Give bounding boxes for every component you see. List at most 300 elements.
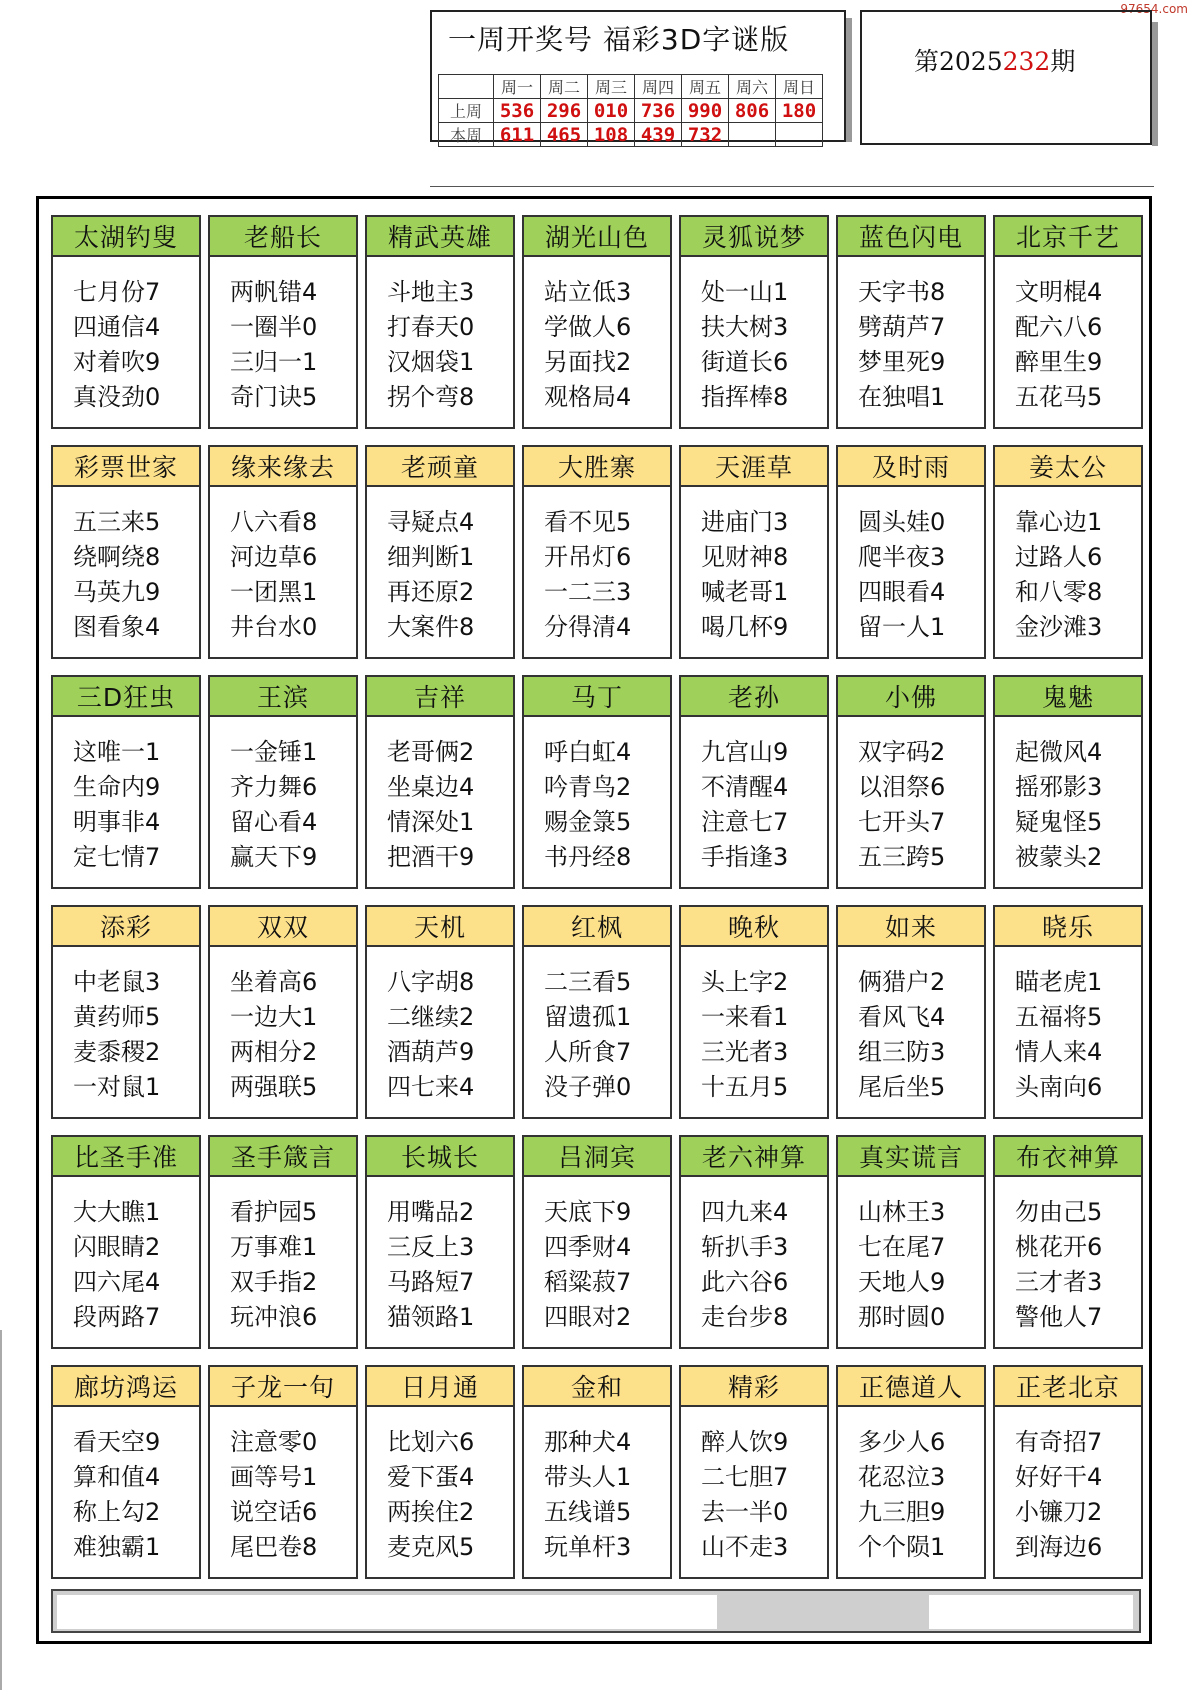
card-title: 缘来缘去 bbox=[210, 447, 356, 487]
riddle-line: 和八零8 bbox=[1015, 578, 1103, 606]
card-title: 金和 bbox=[524, 1367, 670, 1407]
riddle-line: 明事非4 bbox=[73, 808, 161, 836]
riddle-line: 图看象4 bbox=[73, 613, 161, 641]
riddle-card bbox=[993, 1365, 1143, 1579]
card-title: 真实谎言 bbox=[838, 1137, 984, 1177]
card-body bbox=[367, 717, 513, 875]
card-body bbox=[995, 257, 1141, 415]
riddle-line: 醉人饮9 bbox=[701, 1428, 789, 1456]
riddle-line: 细判断1 bbox=[387, 543, 475, 571]
card-title: 蓝色闪电 bbox=[838, 217, 984, 257]
draw-number: 465 bbox=[541, 123, 588, 147]
card-body bbox=[524, 717, 670, 875]
card-body bbox=[53, 947, 199, 1105]
riddle-line: 五三跨5 bbox=[858, 843, 946, 871]
riddle-card bbox=[365, 445, 515, 659]
riddle-line: 五线谱5 bbox=[544, 1498, 632, 1526]
riddle-line: 中老鼠3 bbox=[73, 968, 161, 996]
riddle-line: 用嘴品2 bbox=[387, 1198, 475, 1226]
riddle-line: 比划六6 bbox=[387, 1428, 475, 1456]
riddle-card bbox=[522, 1365, 672, 1579]
riddle-line: 留一人1 bbox=[858, 613, 946, 641]
card-body bbox=[367, 1177, 513, 1335]
card-title: 晓乐 bbox=[995, 907, 1141, 947]
card-title: 太湖钓叟 bbox=[53, 217, 199, 257]
riddle-line: 人所食7 bbox=[544, 1038, 632, 1066]
issue-prefix: 第2025 bbox=[914, 47, 1003, 76]
riddle-line: 呼白虹4 bbox=[544, 738, 632, 766]
riddle-line: 三才者3 bbox=[1015, 1268, 1103, 1296]
riddle-line: 大案件8 bbox=[387, 613, 475, 641]
card-body bbox=[995, 947, 1141, 1105]
day-header: 周四 bbox=[635, 75, 682, 99]
riddle-line: 情深处1 bbox=[387, 808, 475, 836]
riddle-card bbox=[836, 445, 986, 659]
riddle-line: 说空话6 bbox=[230, 1498, 318, 1526]
riddle-card bbox=[836, 215, 986, 429]
riddle-line: 疑鬼怪5 bbox=[1015, 808, 1103, 836]
card-title: 红枫 bbox=[524, 907, 670, 947]
riddle-line: 难独霸1 bbox=[73, 1533, 161, 1561]
card-body bbox=[524, 487, 670, 645]
riddle-card bbox=[679, 445, 829, 659]
card-title: 如来 bbox=[838, 907, 984, 947]
riddle-line: 拐个弯8 bbox=[387, 383, 475, 411]
weekly-draw-box bbox=[430, 10, 846, 146]
card-body bbox=[681, 487, 827, 645]
riddle-card bbox=[51, 445, 201, 659]
riddle-line: 这唯一1 bbox=[73, 738, 161, 766]
riddle-line: 去一半0 bbox=[701, 1498, 789, 1526]
box-shadow bbox=[846, 18, 852, 142]
riddle-card bbox=[993, 675, 1143, 889]
issue-number bbox=[914, 42, 1075, 78]
card-title: 吉祥 bbox=[367, 677, 513, 717]
riddle-card bbox=[208, 1135, 358, 1349]
card-body bbox=[681, 257, 827, 415]
riddle-line: 个个陨1 bbox=[858, 1533, 946, 1561]
riddle-card bbox=[51, 675, 201, 889]
card-title: 彩票世家 bbox=[53, 447, 199, 487]
riddle-line: 注意零0 bbox=[230, 1428, 318, 1456]
card-title: 三D狂虫 bbox=[53, 677, 199, 717]
card-title: 精彩 bbox=[681, 1367, 827, 1407]
riddle-line: 七在尾7 bbox=[858, 1233, 946, 1261]
riddle-line: 四六尾4 bbox=[73, 1268, 161, 1296]
card-title: 晚秋 bbox=[681, 907, 827, 947]
riddle-line: 一边大1 bbox=[230, 1003, 318, 1031]
riddle-line: 九三胆9 bbox=[858, 1498, 946, 1526]
card-title: 廊坊鸿运 bbox=[53, 1367, 199, 1407]
riddle-line: 汉烟袋1 bbox=[387, 348, 475, 376]
riddle-line: 指挥棒8 bbox=[701, 383, 789, 411]
card-body bbox=[524, 1177, 670, 1335]
riddle-line: 算和值4 bbox=[73, 1463, 161, 1491]
card-body bbox=[53, 487, 199, 645]
riddle-line: 一来看1 bbox=[701, 1003, 789, 1031]
riddle-line: 大大瞧1 bbox=[73, 1198, 161, 1226]
riddle-line: 天字书8 bbox=[858, 278, 946, 306]
riddle-line: 被蒙头2 bbox=[1015, 843, 1103, 871]
riddle-line: 文明棍4 bbox=[1015, 278, 1103, 306]
issue-suffix: 期 bbox=[1050, 47, 1076, 76]
card-body bbox=[681, 947, 827, 1105]
riddle-line: 齐力舞6 bbox=[230, 773, 318, 801]
day-header: 周六 bbox=[729, 75, 776, 99]
riddle-line: 一圈半0 bbox=[230, 313, 318, 341]
riddle-line: 七月份7 bbox=[73, 278, 161, 306]
riddle-line: 勿由己5 bbox=[1015, 1198, 1103, 1226]
riddle-line: 老哥俩2 bbox=[387, 738, 475, 766]
riddle-line: 没子弹0 bbox=[544, 1073, 632, 1101]
card-body bbox=[367, 487, 513, 645]
draw-number: 736 bbox=[635, 99, 682, 123]
card-body bbox=[210, 1407, 356, 1565]
riddle-line: 打春天0 bbox=[387, 313, 475, 341]
riddle-card bbox=[51, 215, 201, 429]
card-body bbox=[210, 1177, 356, 1335]
riddle-line: 玩冲浪6 bbox=[230, 1303, 318, 1331]
riddle-line: 井台水0 bbox=[230, 613, 318, 641]
riddle-card bbox=[51, 1135, 201, 1349]
card-title: 子龙一句 bbox=[210, 1367, 356, 1407]
riddle-line: 猫领路1 bbox=[387, 1303, 475, 1331]
riddle-line: 扶大树3 bbox=[701, 313, 789, 341]
riddle-line: 分得清4 bbox=[544, 613, 632, 641]
card-title: 老顽童 bbox=[367, 447, 513, 487]
riddle-line: 万事难1 bbox=[230, 1233, 318, 1261]
riddle-line: 梦里死9 bbox=[858, 348, 946, 376]
riddle-card bbox=[51, 905, 201, 1119]
draw-number: 010 bbox=[588, 99, 635, 123]
riddle-line: 看护园5 bbox=[230, 1198, 318, 1226]
riddle-line: 双手指2 bbox=[230, 1268, 318, 1296]
footer-bar bbox=[51, 1589, 1141, 1633]
riddle-card bbox=[993, 1135, 1143, 1349]
riddle-line: 八字胡8 bbox=[387, 968, 475, 996]
box-shadow bbox=[1152, 22, 1158, 146]
riddle-line: 好好干4 bbox=[1015, 1463, 1103, 1491]
riddle-line: 马英九9 bbox=[73, 578, 161, 606]
riddle-card bbox=[365, 1365, 515, 1579]
riddle-card bbox=[993, 215, 1143, 429]
riddle-line: 四九来4 bbox=[701, 1198, 789, 1226]
card-body bbox=[210, 947, 356, 1105]
card-body bbox=[524, 947, 670, 1105]
riddle-line: 情人来4 bbox=[1015, 1038, 1103, 1066]
riddle-card bbox=[522, 445, 672, 659]
draw-number bbox=[729, 123, 776, 147]
riddle-line: 警他人7 bbox=[1015, 1303, 1103, 1331]
riddle-line: 生命内9 bbox=[73, 773, 161, 801]
draw-number: 611 bbox=[494, 123, 541, 147]
riddle-line: 留心看4 bbox=[230, 808, 318, 836]
card-title: 圣手箴言 bbox=[210, 1137, 356, 1177]
last-week-label: 上周 bbox=[439, 99, 494, 123]
card-body bbox=[367, 947, 513, 1105]
riddle-line: 五福将5 bbox=[1015, 1003, 1103, 1031]
draw-number: 806 bbox=[729, 99, 776, 123]
card-body bbox=[838, 487, 984, 645]
card-title: 及时雨 bbox=[838, 447, 984, 487]
card-title: 正老北京 bbox=[995, 1367, 1141, 1407]
riddle-line: 开吊灯6 bbox=[544, 543, 632, 571]
card-title: 马丁 bbox=[524, 677, 670, 717]
riddle-grid bbox=[51, 215, 1149, 1579]
card-title: 姜太公 bbox=[995, 447, 1141, 487]
riddle-line: 圆头娃0 bbox=[858, 508, 946, 536]
riddle-line: 到海边6 bbox=[1015, 1533, 1103, 1561]
riddle-line: 过路人6 bbox=[1015, 543, 1103, 571]
card-title: 王滨 bbox=[210, 677, 356, 717]
riddle-card bbox=[836, 1135, 986, 1349]
riddle-line: 四眼对2 bbox=[544, 1303, 632, 1331]
card-title: 湖光山色 bbox=[524, 217, 670, 257]
card-body bbox=[681, 717, 827, 875]
riddle-card bbox=[679, 215, 829, 429]
riddle-line: 摇邪影3 bbox=[1015, 773, 1103, 801]
card-title: 鬼魅 bbox=[995, 677, 1141, 717]
riddle-line: 看不见5 bbox=[544, 508, 632, 536]
riddle-line: 奇门诀5 bbox=[230, 383, 318, 411]
riddle-card bbox=[208, 215, 358, 429]
card-body bbox=[995, 1177, 1141, 1335]
riddle-line: 起微风4 bbox=[1015, 738, 1103, 766]
riddle-line: 三光者3 bbox=[701, 1038, 789, 1066]
riddle-card bbox=[51, 1365, 201, 1579]
draw-number bbox=[776, 123, 823, 147]
riddle-line: 不清醒4 bbox=[701, 773, 789, 801]
riddle-line: 看天空9 bbox=[73, 1428, 161, 1456]
riddle-line: 马路短7 bbox=[387, 1268, 475, 1296]
riddle-line: 有奇招7 bbox=[1015, 1428, 1103, 1456]
riddle-card bbox=[836, 1365, 986, 1579]
riddle-line: 金沙滩3 bbox=[1015, 613, 1103, 641]
draw-number: 180 bbox=[776, 99, 823, 123]
issue-code: 232 bbox=[1002, 47, 1051, 76]
riddle-line: 四通信4 bbox=[73, 313, 161, 341]
riddle-card bbox=[208, 905, 358, 1119]
riddle-line: 九宫山9 bbox=[701, 738, 789, 766]
footer-blank-right bbox=[929, 1595, 1133, 1629]
riddle-line: 闪眼睛2 bbox=[73, 1233, 161, 1261]
header-title: 一周开奖号 福彩3D字谜版 bbox=[448, 23, 790, 56]
riddle-card bbox=[993, 905, 1143, 1119]
card-title: 吕洞宾 bbox=[524, 1137, 670, 1177]
draw-number: 108 bbox=[588, 123, 635, 147]
riddle-line: 坐桌边4 bbox=[387, 773, 475, 801]
this-week-row bbox=[439, 123, 823, 147]
riddle-card bbox=[679, 675, 829, 889]
riddle-card bbox=[679, 905, 829, 1119]
riddle-line: 山不走3 bbox=[701, 1533, 789, 1561]
card-body bbox=[210, 257, 356, 415]
card-title: 老船长 bbox=[210, 217, 356, 257]
card-title: 精武英雄 bbox=[367, 217, 513, 257]
riddle-line: 四眼看4 bbox=[858, 578, 946, 606]
riddle-line: 小镰刀2 bbox=[1015, 1498, 1103, 1526]
riddle-line: 十五月5 bbox=[701, 1073, 789, 1101]
riddle-line: 尾后坐5 bbox=[858, 1073, 946, 1101]
riddle-line: 把酒干9 bbox=[387, 843, 475, 871]
card-title: 双双 bbox=[210, 907, 356, 947]
riddle-line: 赢天下9 bbox=[230, 843, 318, 871]
riddle-line: 称上勾2 bbox=[73, 1498, 161, 1526]
riddle-line: 四季财4 bbox=[544, 1233, 632, 1261]
riddle-card bbox=[522, 675, 672, 889]
riddle-card bbox=[522, 1135, 672, 1349]
card-title: 天机 bbox=[367, 907, 513, 947]
card-title: 灵狐说梦 bbox=[681, 217, 827, 257]
riddle-line: 一金锤1 bbox=[230, 738, 318, 766]
card-title: 老六神算 bbox=[681, 1137, 827, 1177]
card-body bbox=[524, 257, 670, 415]
riddle-line: 七开头7 bbox=[858, 808, 946, 836]
riddle-line: 劈葫芦7 bbox=[858, 313, 946, 341]
card-body bbox=[53, 257, 199, 415]
card-body bbox=[838, 947, 984, 1105]
riddle-line: 一对鼠1 bbox=[73, 1073, 161, 1101]
riddle-line: 二七胆7 bbox=[701, 1463, 789, 1491]
riddle-line: 两帆错4 bbox=[230, 278, 318, 306]
card-title: 长城长 bbox=[367, 1137, 513, 1177]
card-body bbox=[838, 257, 984, 415]
issue-box bbox=[860, 10, 1152, 145]
riddle-line: 麦克风5 bbox=[387, 1533, 475, 1561]
riddle-line: 花忍泣3 bbox=[858, 1463, 946, 1491]
riddle-line: 玩单杆3 bbox=[544, 1533, 632, 1561]
riddle-line: 二继续2 bbox=[387, 1003, 475, 1031]
card-body bbox=[838, 717, 984, 875]
divider bbox=[430, 186, 1154, 187]
day-header: 周日 bbox=[776, 75, 823, 99]
riddle-line: 五花马5 bbox=[1015, 383, 1103, 411]
riddle-card bbox=[208, 1365, 358, 1579]
riddle-line: 二三看5 bbox=[544, 968, 632, 996]
riddle-line: 此六谷6 bbox=[701, 1268, 789, 1296]
riddle-line: 手指逢3 bbox=[701, 843, 789, 871]
riddle-line: 尾巴卷8 bbox=[230, 1533, 318, 1561]
riddle-line: 头上字2 bbox=[701, 968, 789, 996]
riddle-line: 真没劲0 bbox=[73, 383, 161, 411]
riddle-line: 学做人6 bbox=[544, 313, 632, 341]
riddle-line: 八六看8 bbox=[230, 508, 318, 536]
riddle-line: 坐着高6 bbox=[230, 968, 318, 996]
riddle-line: 天地人9 bbox=[858, 1268, 946, 1296]
draw-number: 990 bbox=[682, 99, 729, 123]
riddle-line: 喊老哥1 bbox=[701, 578, 789, 606]
riddle-card bbox=[679, 1135, 829, 1349]
card-title: 大胜寨 bbox=[524, 447, 670, 487]
riddle-card bbox=[522, 215, 672, 429]
riddle-line: 三归一1 bbox=[230, 348, 318, 376]
draw-number: 536 bbox=[494, 99, 541, 123]
riddle-line: 再还原2 bbox=[387, 578, 475, 606]
riddle-card bbox=[993, 445, 1143, 659]
footer-blank-left bbox=[57, 1595, 717, 1629]
card-title: 北京千艺 bbox=[995, 217, 1141, 257]
card-title: 老孙 bbox=[681, 677, 827, 717]
riddle-line: 醉里生9 bbox=[1015, 348, 1103, 376]
riddle-card bbox=[522, 905, 672, 1119]
riddle-line: 看风飞4 bbox=[858, 1003, 946, 1031]
riddle-line: 组三防3 bbox=[858, 1038, 946, 1066]
edge-line bbox=[0, 1330, 2, 1690]
riddle-card bbox=[836, 905, 986, 1119]
riddle-line: 双字码2 bbox=[858, 738, 946, 766]
riddle-line: 一二三3 bbox=[544, 578, 632, 606]
card-title: 日月通 bbox=[367, 1367, 513, 1407]
card-body bbox=[838, 1177, 984, 1335]
riddle-card bbox=[208, 675, 358, 889]
riddle-line: 稻粱菽7 bbox=[544, 1268, 632, 1296]
card-body bbox=[995, 487, 1141, 645]
riddle-line: 那种犬4 bbox=[544, 1428, 632, 1456]
riddle-line: 天底下9 bbox=[544, 1198, 632, 1226]
riddle-line: 斗地主3 bbox=[387, 278, 475, 306]
riddle-line: 以泪祭6 bbox=[858, 773, 946, 801]
riddle-line: 观格局4 bbox=[544, 383, 632, 411]
riddle-line: 注意七7 bbox=[701, 808, 789, 836]
day-header: 周一 bbox=[494, 75, 541, 99]
riddle-line: 靠心边1 bbox=[1015, 508, 1103, 536]
riddle-line: 酒葫芦9 bbox=[387, 1038, 475, 1066]
riddle-line: 头南向6 bbox=[1015, 1073, 1103, 1101]
riddle-line: 段两路7 bbox=[73, 1303, 161, 1331]
card-body bbox=[367, 1407, 513, 1565]
riddle-card bbox=[365, 675, 515, 889]
card-body bbox=[53, 717, 199, 875]
riddle-line: 多少人6 bbox=[858, 1428, 946, 1456]
riddle-line: 街道长6 bbox=[701, 348, 789, 376]
riddle-line: 两挨住2 bbox=[387, 1498, 475, 1526]
riddle-line: 绕啊绕8 bbox=[73, 543, 161, 571]
riddle-line: 俩猎户2 bbox=[858, 968, 946, 996]
days-row bbox=[439, 75, 823, 99]
riddle-line: 另面找2 bbox=[544, 348, 632, 376]
riddle-line: 河边草6 bbox=[230, 543, 318, 571]
riddle-line: 爬半夜3 bbox=[858, 543, 946, 571]
day-header: 周二 bbox=[541, 75, 588, 99]
riddle-line: 四七来4 bbox=[387, 1073, 475, 1101]
card-title: 小佛 bbox=[838, 677, 984, 717]
last-week-row bbox=[439, 99, 823, 123]
card-body bbox=[53, 1177, 199, 1335]
watermark: 97654.com bbox=[1120, 2, 1188, 16]
riddle-line: 麦黍稷2 bbox=[73, 1038, 161, 1066]
this-week-label: 本周 bbox=[439, 123, 494, 147]
card-body bbox=[367, 257, 513, 415]
riddle-card bbox=[836, 675, 986, 889]
card-title: 添彩 bbox=[53, 907, 199, 947]
riddle-card bbox=[208, 445, 358, 659]
riddle-line: 赐金箓5 bbox=[544, 808, 632, 836]
riddle-line: 爱下蛋4 bbox=[387, 1463, 475, 1491]
riddle-card bbox=[365, 215, 515, 429]
card-title: 比圣手准 bbox=[53, 1137, 199, 1177]
riddle-line: 带头人1 bbox=[544, 1463, 632, 1491]
riddle-line: 站立低3 bbox=[544, 278, 632, 306]
card-title: 正德道人 bbox=[838, 1367, 984, 1407]
riddle-line: 定七情7 bbox=[73, 843, 161, 871]
riddle-line: 在独唱1 bbox=[858, 383, 946, 411]
riddle-card bbox=[365, 905, 515, 1119]
riddle-line: 留遗孤1 bbox=[544, 1003, 632, 1031]
riddle-line: 三反上3 bbox=[387, 1233, 475, 1261]
riddle-line: 见财神8 bbox=[701, 543, 789, 571]
card-body bbox=[210, 717, 356, 875]
riddle-line: 瞄老虎1 bbox=[1015, 968, 1103, 996]
